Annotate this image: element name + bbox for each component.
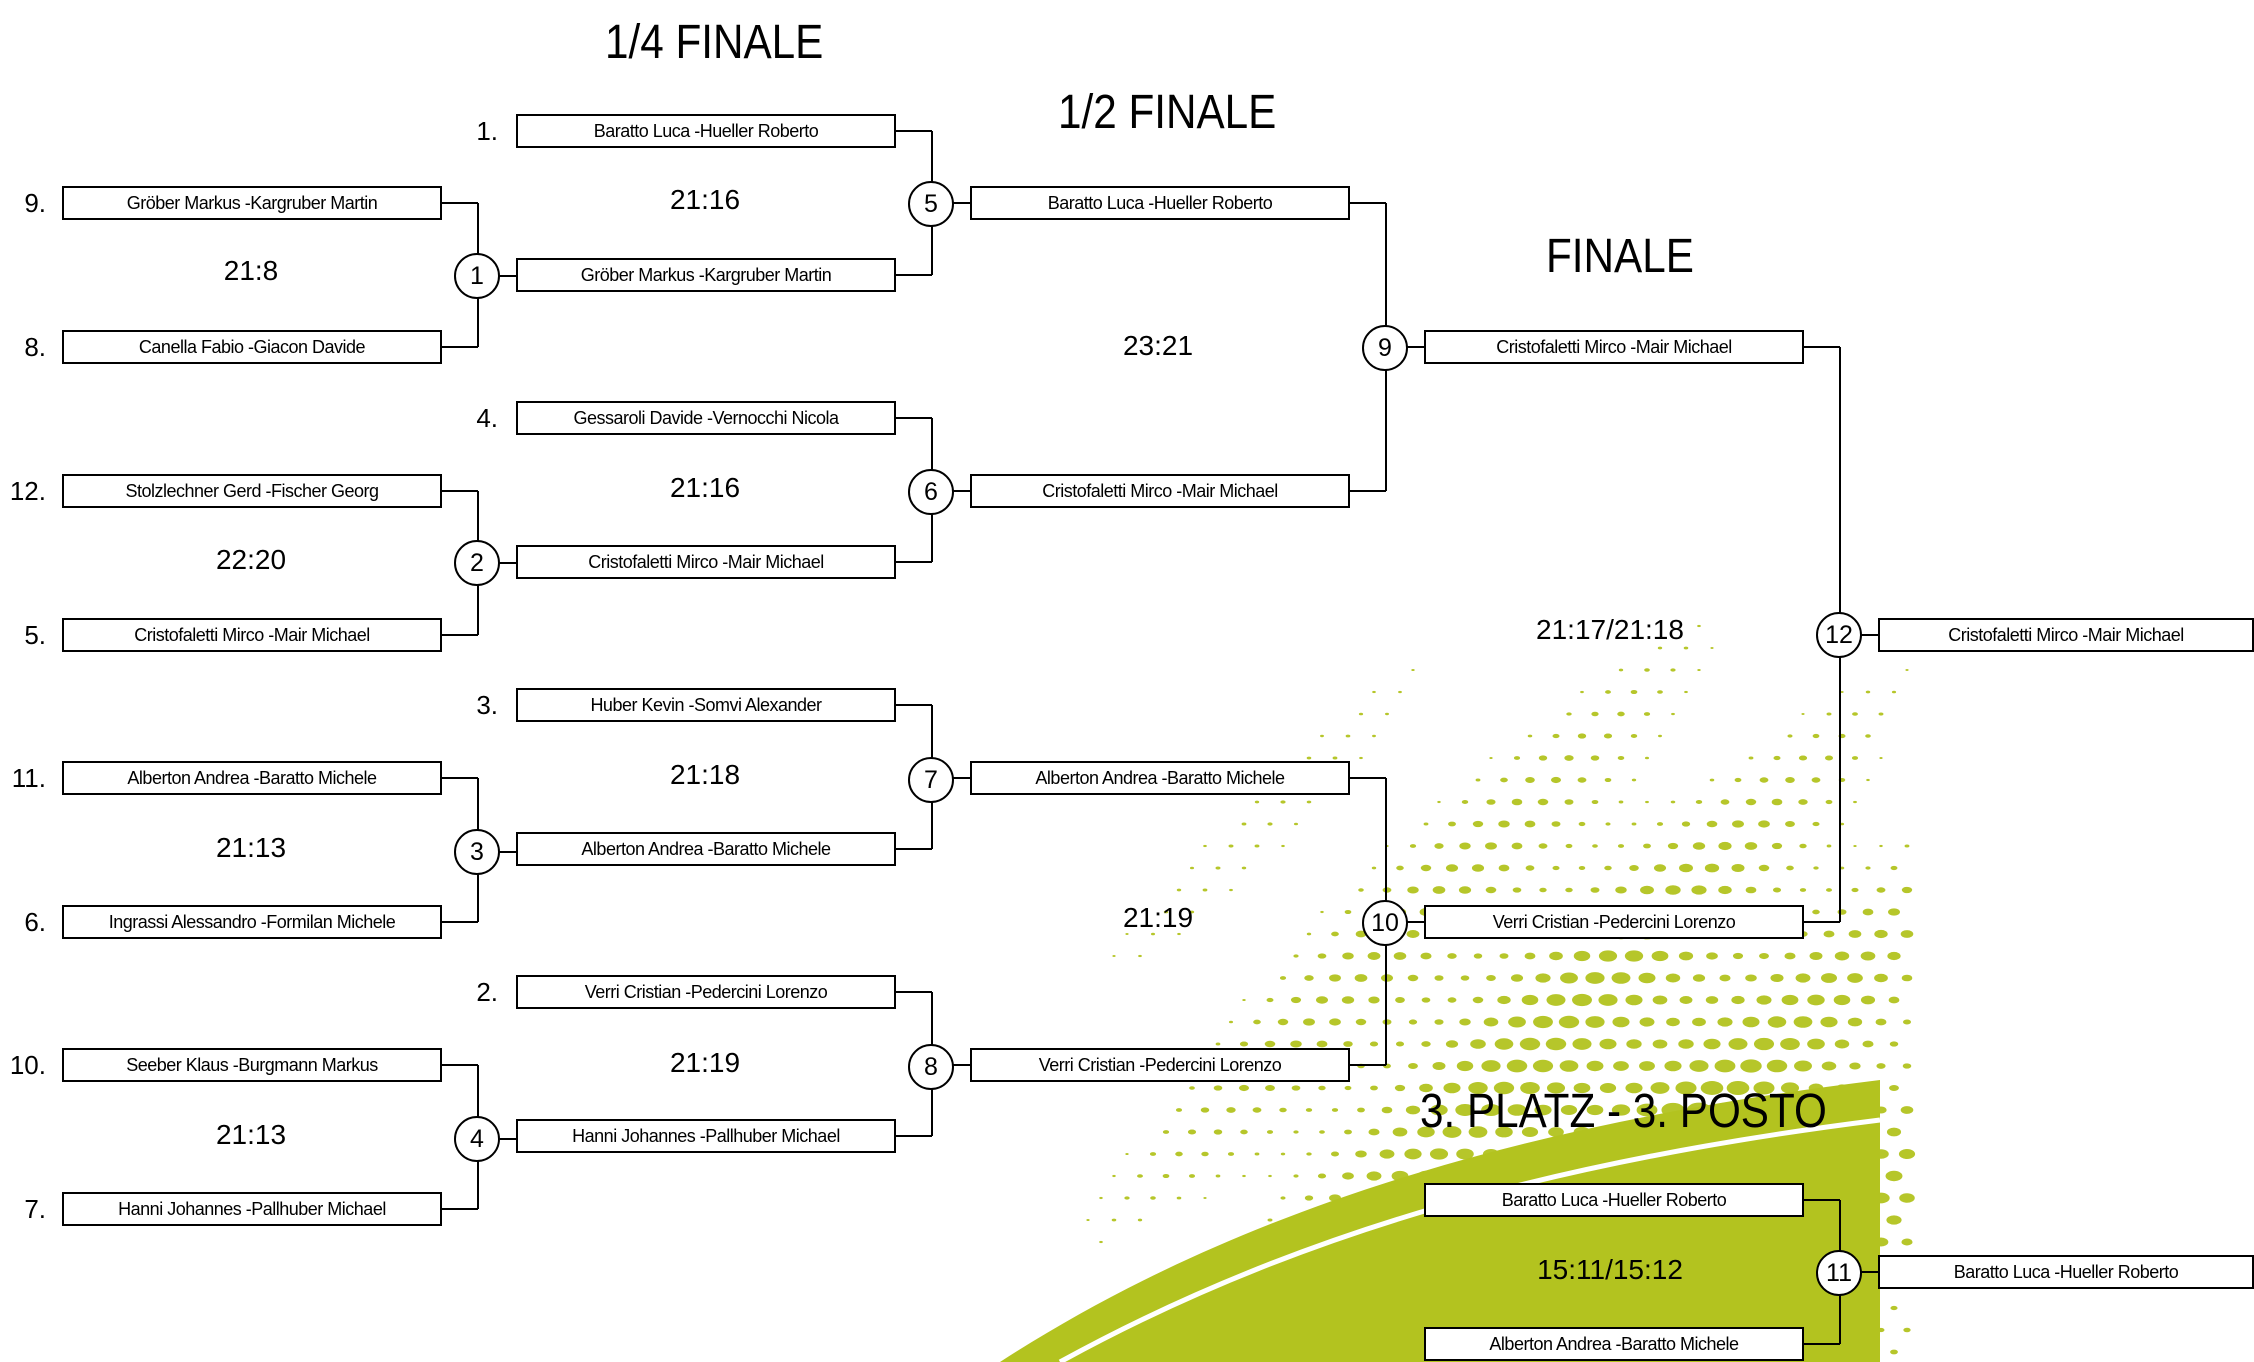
team-box: Stolzlechner Gerd -Fischer Georg [62,474,442,508]
match-number-circle: 8 [908,1044,954,1090]
seed-label: 3. [476,690,498,720]
match-score: 22:20 [215,544,287,575]
third-place-winner-box: Baratto Luca -Hueller Roberto [1878,1255,2254,1289]
team-box: Baratto Luca -Hueller Roberto [516,114,896,148]
match-score: 21:18 [669,759,741,790]
seed-label: 9. [24,188,46,218]
seed-label: 11. [11,763,46,793]
match-number-circle: 11 [1816,1250,1862,1296]
seed-label: 7. [24,1194,46,1224]
match-score: 21:19 [669,1047,741,1078]
seed-label: 8. [24,332,46,362]
match-number-circle: 12 [1816,612,1862,658]
team-box: Verri Cristian -Pedercini Lorenzo [516,975,896,1009]
team-box: Baratto Luca -Hueller Roberto [1424,1183,1804,1217]
team-box: Cristofaletti Mirco -Mair Michael [62,618,442,652]
third-place-title: 3. PLATZ - 3. POSTO [1420,1085,1827,1138]
team-box: Alberton Andrea -Baratto Michele [62,761,442,795]
semi-final-title: 1/2 FINALE [1058,86,1277,139]
match-score: 21:13 [215,832,287,863]
team-box: Cristofaletti Mirco -Mair Michael [970,474,1350,508]
champion-box: Cristofaletti Mirco -Mair Michael [1878,618,2254,652]
team-box: Hanni Johannes -Pallhuber Michael [516,1119,896,1153]
team-box: Cristofaletti Mirco -Mair Michael [1424,330,1804,364]
match-number-circle: 10 [1362,900,1408,946]
seed-label: 2. [476,977,498,1007]
seed-label: 4. [476,403,498,433]
match-number-circle: 3 [454,829,500,875]
team-box: Verri Cristian -Pedercini Lorenzo [970,1048,1350,1082]
team-box: Gröber Markus -Kargruber Martin [62,186,442,220]
seed-label: 5. [24,620,46,650]
match-number-circle: 1 [454,253,500,299]
match-score: 21:19 [1122,902,1194,933]
seed-label: 6. [24,907,46,937]
team-box: Cristofaletti Mirco -Mair Michael [516,545,896,579]
match-score: 15:11/15:12 [1537,1254,1683,1285]
seed-label: 12. [9,476,46,506]
team-box: Hanni Johannes -Pallhuber Michael [62,1192,442,1226]
team-box: Huber Kevin -Somvi Alexander [516,688,896,722]
match-number-circle: 5 [908,181,954,227]
final-title: FINALE [1546,230,1694,283]
seed-label: 1. [476,116,498,146]
team-box: Gessaroli Davide -Vernocchi Nicola [516,401,896,435]
team-box: Alberton Andrea -Baratto Michele [516,832,896,866]
match-number-circle: 4 [454,1116,500,1162]
team-box: Alberton Andrea -Baratto Michele [970,761,1350,795]
team-box: Verri Cristian -Pedercini Lorenzo [1424,905,1804,939]
quarter-final-title: 1/4 FINALE [605,16,824,69]
match-score: 21:13 [215,1119,287,1150]
match-score: 21:16 [669,472,741,503]
team-box: Canella Fabio -Giacon Davide [62,330,442,364]
match-number-circle: 6 [908,469,954,515]
match-number-circle: 2 [454,540,500,586]
team-box: Alberton Andrea -Baratto Michele [1424,1327,1804,1361]
match-score: 23:21 [1122,330,1194,361]
seed-label: 10. [9,1050,46,1080]
match-score: 21:8 [223,255,279,286]
team-box: Ingrassi Alessandro -Formilan Michele [62,905,442,939]
team-box: Gröber Markus -Kargruber Martin [516,258,896,292]
match-score: 21:16 [669,184,741,215]
match-number-circle: 7 [908,757,954,803]
match-score: 21:17/21:18 [1536,614,1684,645]
team-box: Baratto Luca -Hueller Roberto [970,186,1350,220]
match-number-circle: 9 [1362,325,1408,371]
team-box: Seeber Klaus -Burgmann Markus [62,1048,442,1082]
